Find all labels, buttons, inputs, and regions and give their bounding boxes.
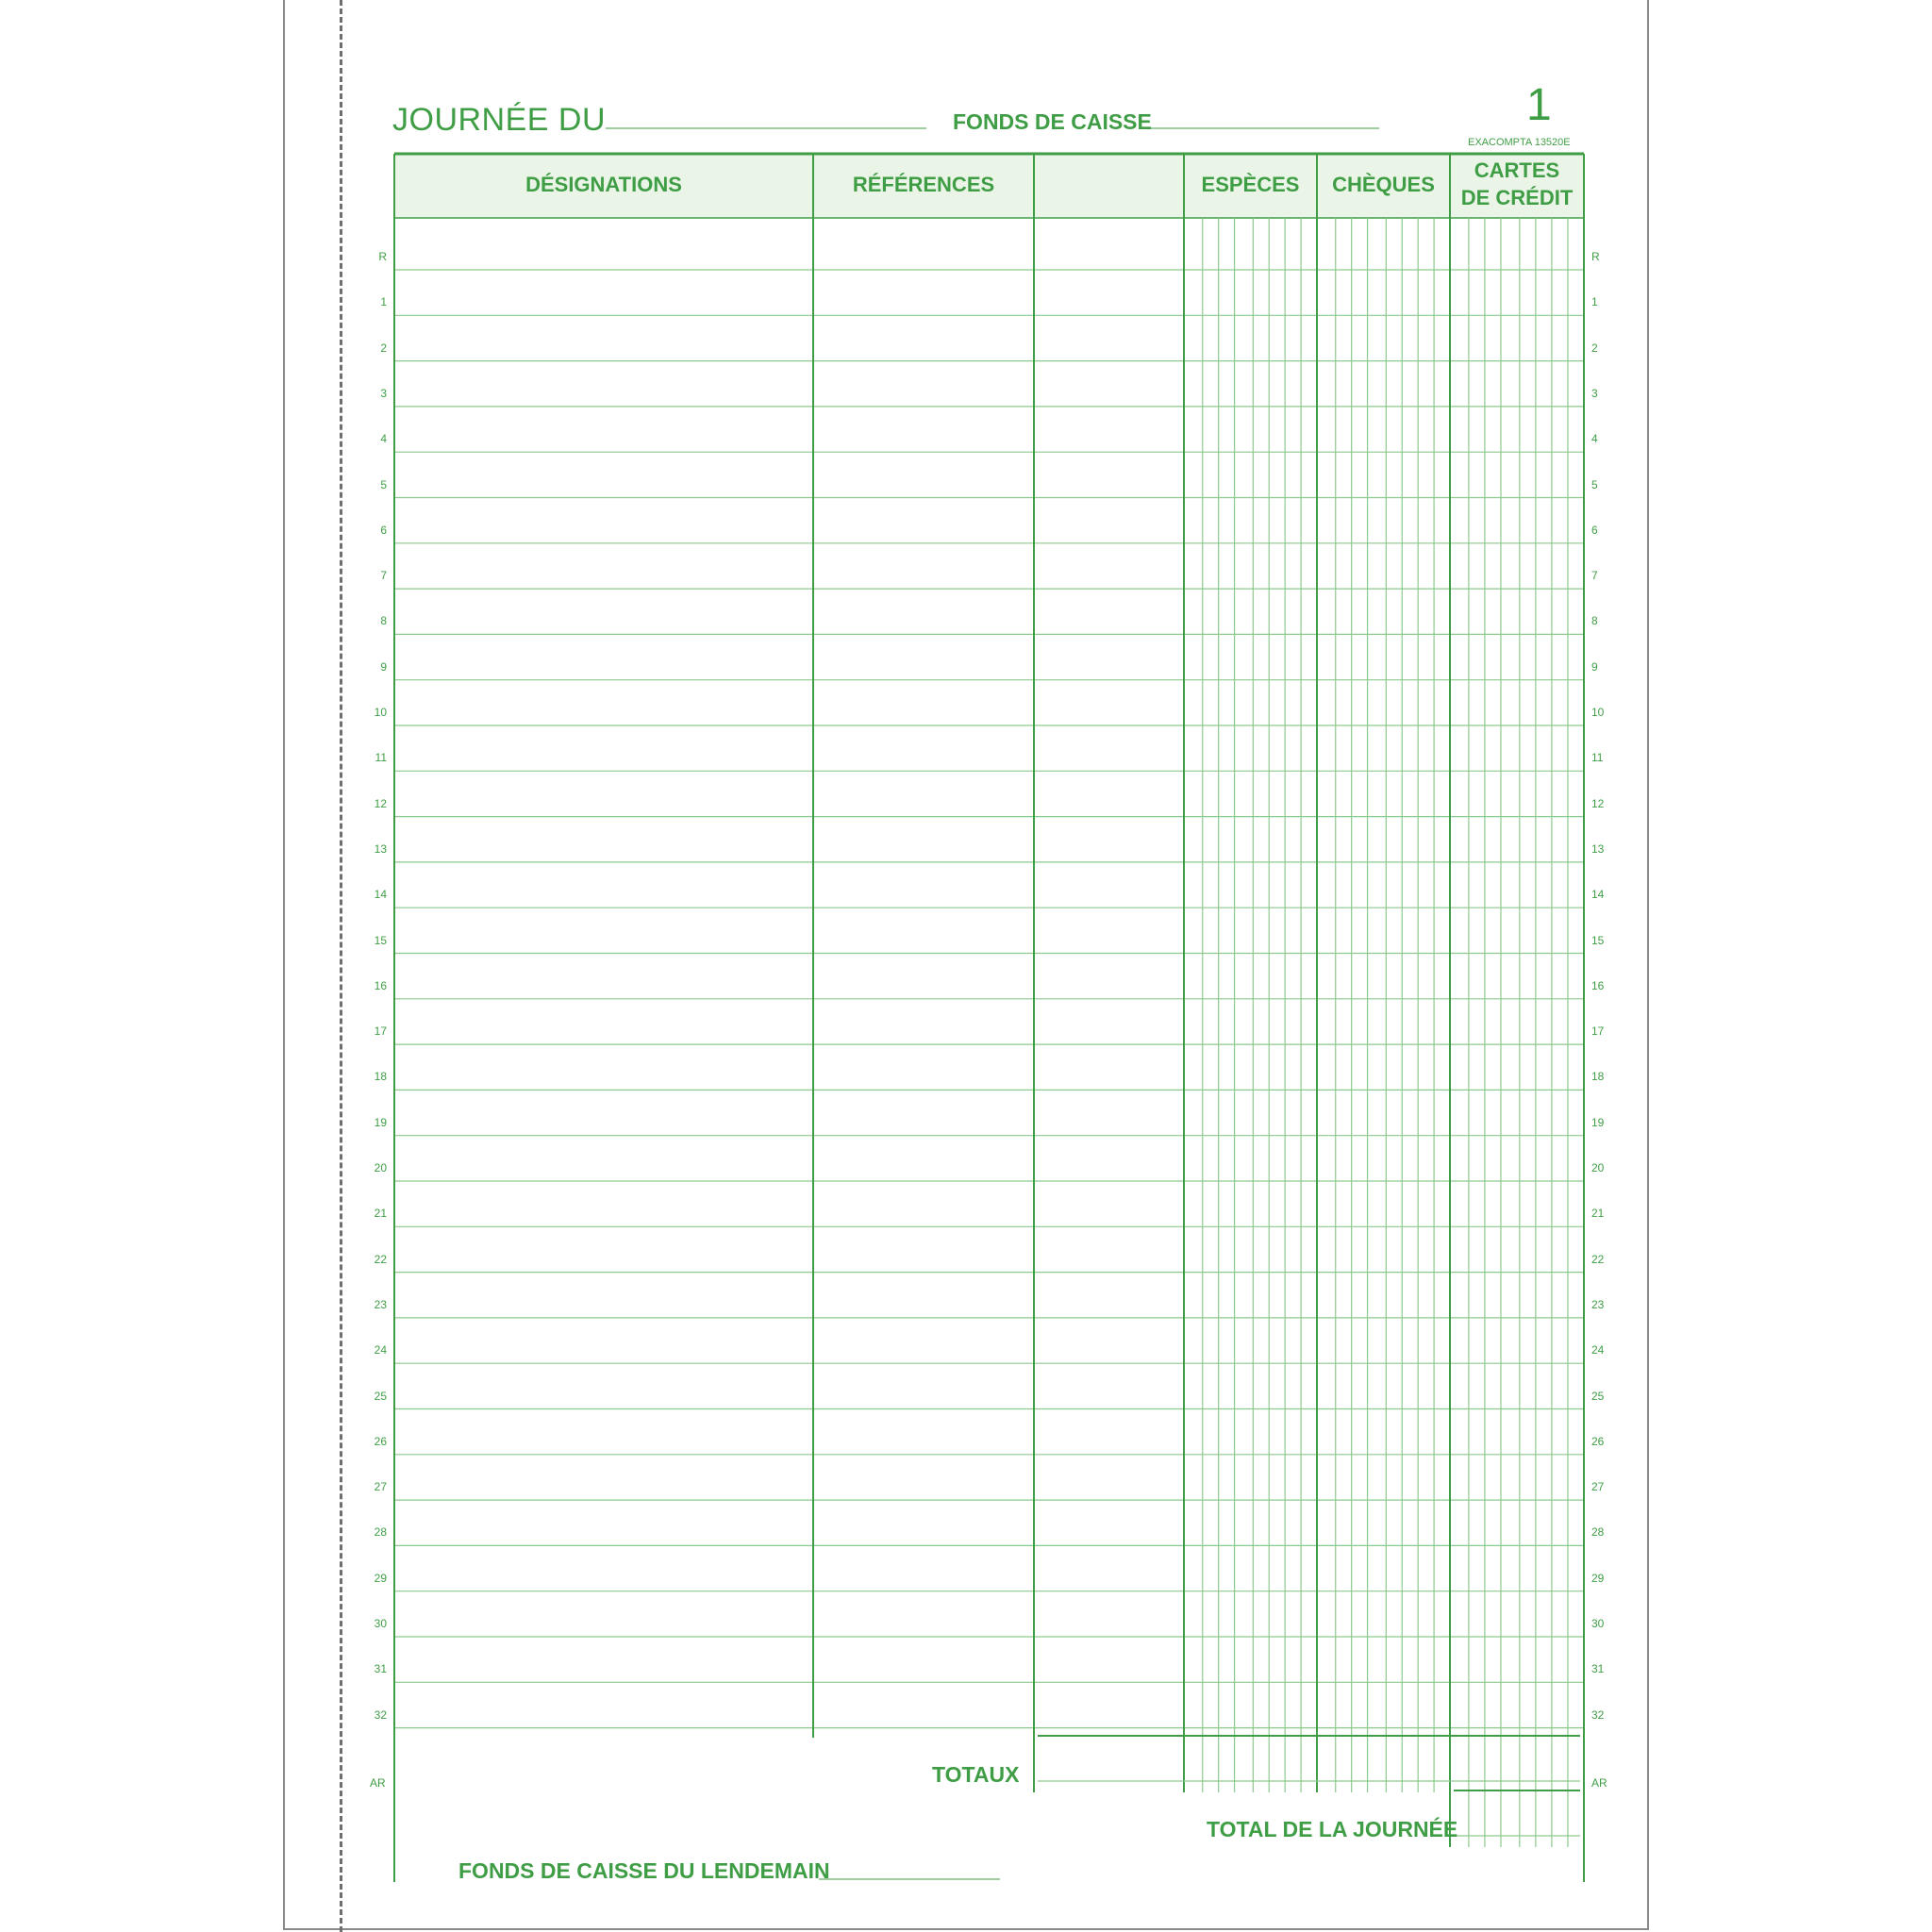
row-label: 4: [380, 432, 387, 446]
row-label: 10: [374, 706, 387, 719]
row-label: 13: [1591, 841, 1605, 856]
row-label: 1: [1591, 295, 1598, 309]
row-label: 3: [1591, 386, 1598, 400]
row-label: 1: [380, 295, 387, 309]
row-label: 9: [1591, 659, 1598, 674]
row-label: 28: [1591, 1525, 1605, 1540]
row-label: 11: [1591, 751, 1604, 765]
row-label: 32: [1591, 1707, 1605, 1722]
page-title: JOURNÉE DU: [392, 102, 607, 138]
row-label: 22: [1591, 1252, 1605, 1266]
column-header-designations: DÉSIGNATIONS: [525, 173, 682, 196]
row-label: 29: [1591, 1571, 1605, 1585]
column-header-de-credit: DE CRÉDIT: [1460, 186, 1574, 209]
row-label: 8: [380, 614, 387, 628]
column-header-references: RÉFÉRENCES: [852, 173, 995, 196]
row-label: 5: [380, 477, 387, 491]
row-label: 17: [374, 1024, 387, 1039]
row-label: 27: [1591, 1480, 1605, 1494]
row-label: 31: [1591, 1662, 1605, 1676]
column-header-cheques: CHÈQUES: [1332, 173, 1435, 196]
totaux-label: TOTAUX: [932, 1762, 1020, 1787]
row-label: 2: [1591, 341, 1598, 355]
row-label: 3: [380, 386, 387, 400]
row-label: 15: [1591, 933, 1605, 947]
row-label: 30: [1591, 1617, 1605, 1630]
row-label: 5: [1591, 477, 1598, 491]
page-number: 1: [1526, 80, 1552, 130]
row-label-ar-left: AR: [370, 1776, 386, 1790]
row-label: 17: [1591, 1024, 1605, 1039]
row-label: 9: [380, 659, 387, 674]
row-label: 20: [1591, 1161, 1605, 1174]
row-label: 19: [374, 1115, 387, 1129]
fonds-lendemain-label: FONDS DE CAISSE DU LENDEMAIN: [458, 1858, 830, 1883]
row-label: 25: [374, 1389, 387, 1403]
row-label: 19: [1591, 1115, 1605, 1129]
row-label: R: [378, 250, 387, 263]
row-label: 24: [1591, 1343, 1605, 1357]
row-label: R: [1591, 250, 1600, 263]
row-label: 29: [374, 1571, 387, 1585]
row-label: 26: [1591, 1434, 1605, 1448]
row-label: 6: [380, 523, 387, 537]
brand-reference: EXACOMPTA 13520E: [1468, 137, 1571, 148]
row-label: 14: [374, 888, 387, 902]
row-label: 21: [1591, 1207, 1605, 1221]
row-label: 14: [1591, 888, 1605, 902]
row-label: 6: [1591, 523, 1598, 537]
row-label-ar-right: AR: [1591, 1776, 1607, 1790]
row-label: 12: [1591, 796, 1605, 810]
row-label: 23: [374, 1297, 387, 1311]
row-label: 8: [1591, 614, 1598, 628]
row-label: 16: [1591, 978, 1605, 992]
row-label: 26: [374, 1434, 387, 1448]
row-label: 18: [374, 1070, 387, 1084]
row-label: 4: [1591, 432, 1598, 446]
row-label: 15: [374, 933, 387, 947]
row-label: 21: [374, 1207, 387, 1221]
row-label: 13: [374, 841, 387, 856]
row-label: 16: [374, 978, 387, 992]
row-label: 11: [375, 751, 387, 765]
row-label: 32: [374, 1707, 387, 1722]
fonds-de-caisse-label: FONDS DE CAISSE: [953, 109, 1152, 134]
row-label: 27: [374, 1480, 387, 1494]
total-journee-label: TOTAL DE LA JOURNÉE: [1207, 1817, 1458, 1841]
row-label: 10: [1591, 706, 1605, 719]
row-label: 25: [1591, 1389, 1605, 1403]
row-label: 20: [374, 1161, 387, 1174]
row-label: 12: [374, 796, 387, 810]
column-header-cartes: CARTES: [1474, 158, 1560, 182]
row-label: 22: [374, 1252, 387, 1266]
row-label: 28: [374, 1525, 387, 1540]
row-label: 24: [374, 1343, 387, 1357]
row-label: 2: [380, 341, 387, 355]
row-label: 7: [380, 569, 387, 583]
row-label: 7: [1591, 569, 1598, 583]
row-label: 30: [374, 1617, 387, 1630]
row-label: 31: [374, 1662, 387, 1676]
row-label: 23: [1591, 1297, 1605, 1311]
row-label: 18: [1591, 1070, 1605, 1084]
column-header-especes: ESPÈCES: [1201, 173, 1300, 196]
